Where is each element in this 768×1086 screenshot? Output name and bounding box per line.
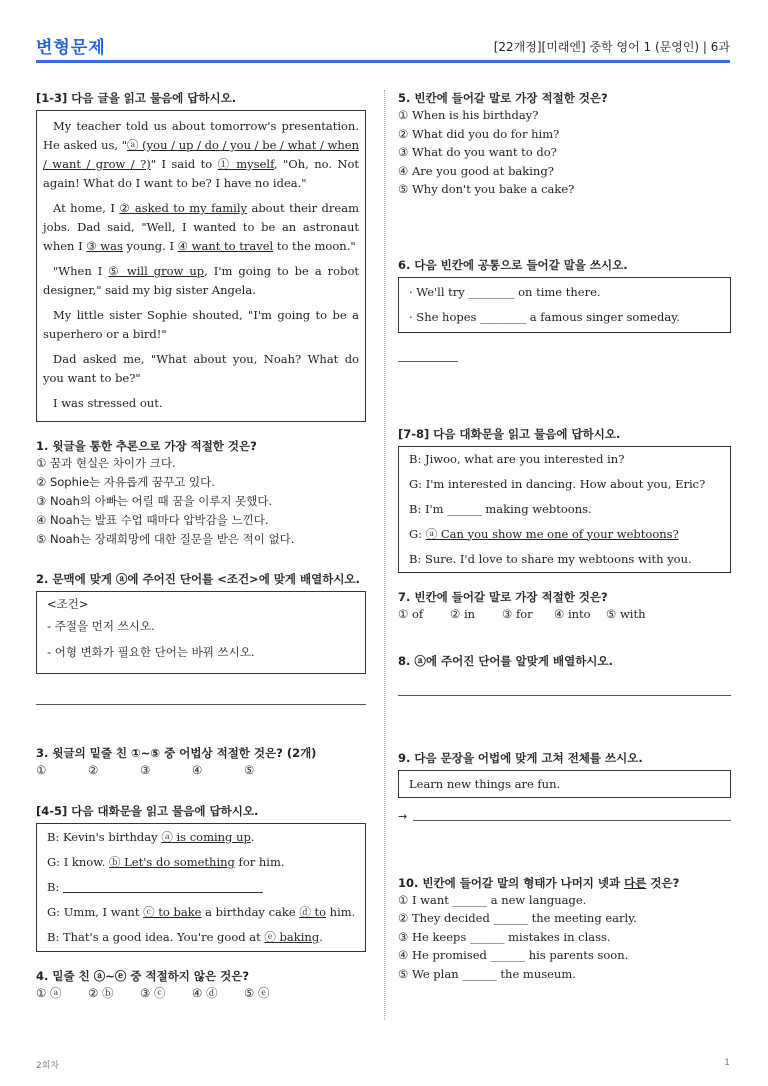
option[interactable]: ④ Are you good at baking?	[398, 163, 554, 178]
q8-question: 8. ⓐ에 주어진 단어를 알맞게 배열하시오.	[398, 653, 613, 668]
option[interactable]: ⑤ with	[606, 606, 646, 621]
q1-question: 1. 윗글을 통한 추론으로 가장 적절한 것은?	[36, 439, 257, 453]
option[interactable]: ③ He keeps ______ mistakes in class.	[398, 929, 611, 944]
q5-question: 5. 빈칸에 들어갈 말로 가장 적절한 것은?	[398, 91, 608, 105]
passage-para: I was stressed out.	[53, 396, 163, 410]
footer-session: 2회차	[36, 1061, 60, 1071]
passage-para: Dad asked me, "What about you, Noah? What do you want to be?"	[43, 352, 359, 385]
passage-box	[36, 110, 366, 422]
left-column	[36, 90, 366, 1002]
right-column	[398, 90, 731, 983]
option[interactable]: ① ⓐ	[36, 986, 62, 1000]
condition-box	[36, 591, 366, 674]
answer-line[interactable]	[36, 704, 366, 705]
answer-line[interactable]	[398, 695, 731, 696]
answer-line[interactable]	[398, 361, 458, 362]
option[interactable]: ③ Noah의 아빠는 어릴 때 꿈을 이루지 못했다.	[36, 494, 273, 508]
option[interactable]: ④ He promised ______ his parents soon.	[398, 948, 629, 962]
blank-line[interactable]	[63, 883, 263, 893]
q78-instruction: [7-8] 다음 대화문을 읽고 물음에 답하시오.	[398, 426, 621, 441]
option[interactable]: ① I want ______ a new language.	[398, 892, 587, 907]
option[interactable]: ②	[88, 763, 99, 777]
dialogue-box	[36, 823, 366, 952]
dialogue-line: B: Kevin's birthday ⓐ is coming up.	[47, 830, 255, 844]
q1-options	[36, 454, 366, 549]
answer-line[interactable]	[413, 820, 731, 821]
dialogue-box	[398, 446, 731, 573]
q7-question: 7. 빈칸에 들어갈 말로 가장 적절한 것은?	[398, 589, 608, 604]
option[interactable]: ⑤ ⓔ	[244, 986, 270, 1000]
dialogue-line: G: I'm interested in dancing. How about you, Eric?	[409, 476, 706, 491]
header-rule	[36, 60, 730, 63]
q6-question: 6. 다음 빈칸에 공통으로 들어갈 말을 쓰시오.	[398, 257, 628, 272]
dialogue-line: B: Jiwoo, what are you interested in?	[409, 451, 625, 466]
passage-para: My teacher told us about tomorrow's presentation. He asked us, "ⓐ (you / up / do / you / be / what / when / want / grow / ?)" I said to ① myself, "Oh, no. Not again! What do I want to be? I have no idea."	[43, 119, 360, 190]
option[interactable]: ⑤ Why don't you bake a cake?	[398, 182, 575, 196]
q9-box: Learn new things are fun.	[398, 770, 731, 798]
q6-box	[398, 277, 731, 333]
dialogue-line: G: Umm, I want ⓒ to bake a birthday cake ⓓ to him.	[47, 905, 356, 919]
option[interactable]: ④ ⓓ	[192, 986, 218, 1000]
option[interactable]: ⑤	[244, 763, 255, 777]
dialogue-line: B:	[37, 875, 365, 900]
option[interactable]: ② in	[450, 606, 476, 621]
option[interactable]: ② Sophie는 자유롭게 꿈꾸고 있다.	[36, 475, 215, 489]
option[interactable]: ③	[140, 763, 151, 777]
q2-question: 2. 문맥에 맞게 ⓐ에 주어진 단어를 <조건>에 맞게 배열하시오.	[36, 572, 360, 586]
passage-para: My little sister Sophie shouted, "I'm going to be a superhero or a bird!"	[43, 308, 359, 341]
page-title: 변형문제	[36, 38, 106, 58]
option[interactable]: ② ⓑ	[88, 986, 114, 1000]
option[interactable]: ④ into	[554, 606, 591, 621]
q7-options	[398, 605, 731, 623]
q4-question: 4. 밑줄 친 ⓐ~ⓔ 중 적절하지 않은 것은?	[36, 969, 250, 983]
option[interactable]: ④	[192, 763, 203, 777]
passage-para: "When I ⑤ will grow up, I'm going to be a robot designer," said my big sister Angela.	[43, 264, 359, 297]
dialogue-line: B: That's a good idea. You're good at ⓔ baking.	[47, 930, 323, 944]
option[interactable]: ① of	[398, 606, 424, 621]
option[interactable]: ⑤ We plan ______ the museum.	[398, 966, 576, 981]
q6-sentence: · We'll try ________ on time there.	[409, 284, 601, 299]
dialogue-line: B: Sure. I'd love to share my webtoons with you.	[409, 551, 692, 566]
dialogue-line: G: I know. ⓑ Let's do something for him.	[47, 855, 285, 869]
option[interactable]: ② They decided ______ the meeting early.	[398, 911, 637, 925]
option[interactable]: ① 꿈과 현실은 차이가 크다.	[36, 456, 176, 470]
column-divider	[384, 90, 385, 1020]
q9-answer-row	[398, 810, 731, 823]
q6-sentence: · She hopes ________ a famous singer someday.	[409, 309, 680, 324]
option[interactable]: ① When is his birthday?	[398, 108, 539, 122]
option[interactable]: ③ What do you want to do?	[398, 145, 557, 159]
option[interactable]: ③ for	[502, 606, 533, 621]
q5-options	[398, 106, 731, 199]
q10-question: 10. 빈칸에 들어갈 말의 형태가 나머지 넷과 다른 것은?	[398, 875, 680, 890]
q3-options	[36, 761, 366, 779]
condition-item: - 주절을 먼저 쓰시오.	[47, 619, 155, 633]
q4-options	[36, 984, 366, 1002]
option[interactable]: ② What did you do for him?	[398, 126, 560, 141]
arrow-icon: →	[398, 809, 408, 823]
q9-question: 9. 다음 문장을 어법에 맞게 고쳐 전체를 쓰시오.	[398, 750, 643, 765]
passage-para: At home, I ② asked to my family about their dream jobs. Dad said, "Well, I wanted to be an astronaut when I ③ was young. I ④ want to travel to the moon."	[43, 201, 359, 253]
q13-instruction: [1-3] 다음 글을 읽고 물음에 답하시오.	[36, 91, 237, 105]
header-info: [22개정][미래엔] 중학 영어 1 (문영인) | 6과	[493, 40, 730, 54]
condition-item: - 어형 변화가 필요한 단어는 바꿔 쓰시오.	[47, 645, 255, 659]
q10-options	[398, 891, 731, 984]
option[interactable]: ③ ⓒ	[140, 986, 166, 1000]
q3-question: 3. 윗글의 밑줄 친 ①~⑤ 중 어법상 적절한 것은? (2개)	[36, 746, 317, 760]
option[interactable]: ⑤ Noah는 장래희망에 대한 질문을 받은 적이 없다.	[36, 532, 295, 546]
dialogue-line: B: I'm ______ making webtoons.	[409, 501, 592, 516]
dialogue-line: G: ⓐ Can you show me one of your webtoons?	[409, 526, 679, 541]
option[interactable]: ①	[36, 763, 47, 777]
page-number: 1	[724, 1058, 730, 1068]
condition-title: <조건>	[47, 597, 89, 611]
option[interactable]: ④ Noah는 발표 수업 때마다 압박감을 느낀다.	[36, 513, 269, 527]
q45-instruction: [4-5] 다음 대화문을 읽고 물음에 답하시오.	[36, 804, 259, 818]
